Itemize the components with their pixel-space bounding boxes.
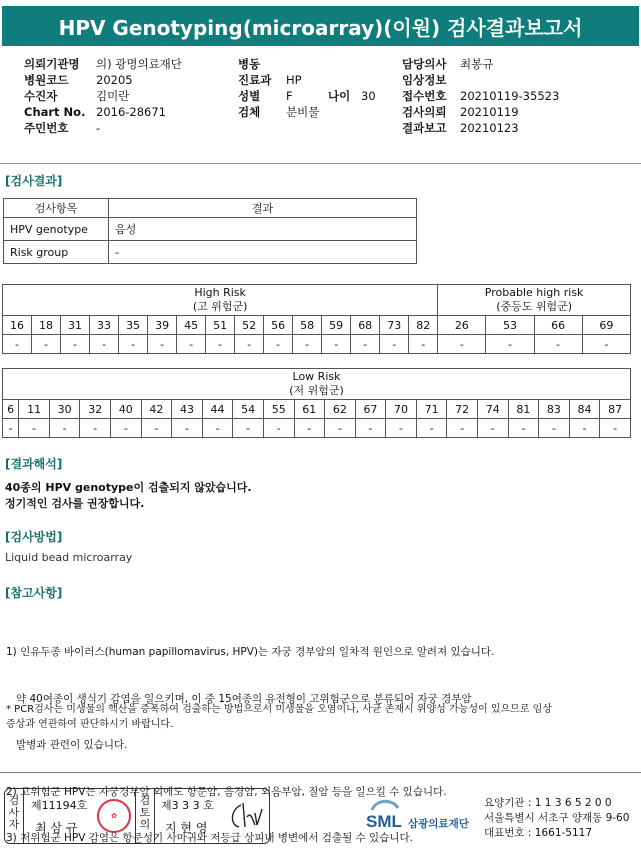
info-value: 20205 (96, 73, 133, 87)
info-row (238, 56, 376, 72)
hpv-type-cell: 55 (263, 400, 294, 419)
hpv-type-cell: 54 (233, 400, 264, 419)
hpv-value-cell: - (582, 335, 630, 354)
footer-divider (0, 772, 641, 773)
info-value: 김미란 (96, 89, 130, 103)
info-label: 주민번호 (24, 121, 69, 135)
hpv-value-cell: - (233, 419, 264, 438)
col-header: 결과 (109, 199, 417, 218)
hpv-value-cell: - (600, 419, 631, 438)
note-line: * PCR검사는 미생물의 핵산을 증폭하여 검출하는 방법으로서 미생물을 오염이나, 사균 존재시 위양성 가능성이 있으므로 임상 (6, 704, 552, 715)
info-row (402, 120, 559, 136)
reference-line: 약 40여종이 생식기 감염을 일으키며, 이 중 15여종의 유전형이 고위험군으로 분류되어 자궁 경부암 (6, 692, 472, 705)
info-value: 2016-28671 (96, 105, 166, 119)
info-label: Chart No. (24, 105, 86, 119)
hpv-value-cell: - (206, 335, 235, 354)
info-col-3 (402, 56, 559, 136)
info-col-2 (238, 56, 376, 120)
hpv-type-cell: 71 (416, 400, 447, 419)
hpv-value-cell: - (141, 419, 172, 438)
examiner-number: 제11194호 (31, 799, 88, 812)
probable-high-risk-title (438, 285, 631, 316)
hpv-type-cell: 66 (534, 316, 582, 335)
hpv-type-cell: 62 (325, 400, 356, 419)
hpv-type-cell: 43 (172, 400, 203, 419)
org-contact (484, 796, 629, 841)
hpv-type-cell: 51 (206, 316, 235, 335)
hpv-type-cell: 81 (508, 400, 539, 419)
hpv-value-cell: - (263, 419, 294, 438)
label-char: 검 (8, 794, 20, 807)
info-label: 수진자 (24, 89, 58, 103)
hpv-type-cell: 68 (351, 316, 380, 335)
hpv-type-cell: 52 (235, 316, 264, 335)
hpv-value-cell: - (90, 335, 119, 354)
info-label: 접수번호 (402, 89, 447, 103)
label-char: 사 (8, 806, 20, 819)
row-value: 음성 (109, 218, 417, 241)
hpv-value-cell: - (119, 335, 148, 354)
examiner-label-cell (5, 789, 24, 843)
hpv-value-cell: - (264, 335, 293, 354)
info-label: 병동 (238, 57, 261, 71)
hpv-value-cell: - (294, 419, 325, 438)
hpv-type-cell: 40 (111, 400, 142, 419)
info-row (402, 104, 559, 120)
info-label: 임상정보 (402, 73, 447, 87)
verifier-number: 제3 3 3 호 (161, 799, 214, 812)
signature-box (4, 788, 270, 844)
hpv-value-cell: - (386, 419, 417, 438)
info-row (402, 72, 559, 88)
hpv-value-cell: - (477, 419, 508, 438)
hpv-type-cell: 67 (355, 400, 386, 419)
info-value: 의) 광명의료재단 (96, 57, 182, 71)
info-row (238, 72, 376, 88)
hpv-type-cell: 73 (380, 316, 409, 335)
hpv-value-cell: - (19, 419, 50, 438)
info-divider (0, 163, 641, 164)
info-label: 담당의사 (402, 57, 447, 71)
info-value: F (286, 89, 293, 103)
interpretation-text (5, 480, 252, 512)
low-risk-header (3, 369, 631, 400)
hpv-value-cell: - (322, 335, 351, 354)
hpv-value-cell: - (539, 419, 570, 438)
probable-title-en: Probable high risk (484, 286, 584, 299)
institution-code: 요양기관 : 1 1 3 6 5 2 0 0 (484, 797, 612, 809)
info-label: 진료과 (238, 73, 272, 87)
probable-title-ko: (중등도 위험군) (496, 300, 573, 313)
logo-text: SML (366, 812, 402, 831)
hpv-value-cell: - (148, 335, 177, 354)
hpv-value-cell: - (202, 419, 233, 438)
report-title: HPV Genotyping(microarray)(이원) 검사결과보고서 (2, 6, 639, 46)
info-value: 20210119 (460, 105, 519, 119)
label-char: 토 (139, 806, 151, 819)
hpv-type-cell: 74 (477, 400, 508, 419)
signature-icon (227, 799, 263, 833)
info-row (24, 56, 182, 72)
info-row (402, 88, 559, 104)
info-row (24, 120, 182, 136)
info-value: 최봉규 (460, 57, 494, 71)
org-name: 삼광의료재단 (408, 818, 469, 830)
info-value: - (96, 121, 101, 135)
footer (0, 788, 641, 848)
hpv-type-cell: 32 (80, 400, 111, 419)
sml-logo (364, 798, 482, 834)
hpv-value-cell: - (508, 419, 539, 438)
high-risk-type-row (3, 316, 631, 335)
label-char: 의 (139, 818, 151, 831)
info-value: 20210119-35523 (460, 89, 560, 103)
hpv-type-cell: 59 (322, 316, 351, 335)
hpv-type-cell: 31 (61, 316, 90, 335)
row-value: - (109, 241, 417, 264)
low-risk-title (3, 369, 631, 400)
hpv-value-cell: - (177, 335, 206, 354)
table-row (4, 218, 417, 241)
seal-stamp-icon: ✿ (97, 799, 131, 833)
low-risk-value-row (3, 419, 631, 438)
hpv-value-cell: - (569, 419, 600, 438)
age-value: 30 (361, 89, 376, 103)
hpv-type-cell: 39 (148, 316, 177, 335)
interpretation-line: 40종의 HPV genotype이 검출되지 않았습니다. (5, 481, 252, 494)
hpv-value-cell: - (172, 419, 203, 438)
hpv-value-cell: - (61, 335, 90, 354)
note-line: 증상과 연관하여 판단하시기 바랍니다. (6, 719, 174, 730)
info-row (24, 104, 182, 120)
result-table (3, 198, 417, 264)
info-label: 검사의뢰 (402, 105, 447, 119)
hpv-value-cell: - (438, 335, 486, 354)
row-label: HPV genotype (4, 218, 109, 241)
hpv-value-cell: - (355, 419, 386, 438)
hpv-type-cell: 30 (49, 400, 80, 419)
info-col-1 (24, 56, 182, 136)
interpretation-line: 정기적인 검사를 권장합니다. (5, 497, 145, 510)
hpv-type-cell: 6 (3, 400, 19, 419)
hpv-type-cell: 45 (177, 316, 206, 335)
info-label: 의뢰기관명 (24, 57, 80, 71)
hpv-value-cell: - (534, 335, 582, 354)
hpv-type-cell: 26 (438, 316, 486, 335)
hpv-type-cell: 70 (386, 400, 417, 419)
hpv-type-cell: 16 (3, 316, 32, 335)
hpv-value-cell: - (351, 335, 380, 354)
hpv-value-cell: - (235, 335, 264, 354)
hpv-value-cell: - (409, 335, 438, 354)
address: 서울특별시 서초구 양재동 9-60 (484, 812, 630, 824)
section-method-title: [검사방법] (5, 530, 63, 544)
info-value: 20210123 (460, 121, 519, 135)
hpv-type-cell: 44 (202, 400, 233, 419)
info-label: 병원코드 (24, 73, 69, 87)
hpv-value-cell: - (49, 419, 80, 438)
hpv-type-cell: 83 (539, 400, 570, 419)
high-risk-header (3, 285, 631, 316)
high-risk-title-ko: (고 위험군) (192, 300, 248, 313)
section-result-title: [검사결과] (5, 174, 63, 188)
hpv-type-cell: 33 (90, 316, 119, 335)
result-header-row (4, 199, 417, 218)
hpv-type-cell: 53 (486, 316, 534, 335)
info-label: 결과보고 (402, 121, 447, 135)
low-risk-title-en: Low Risk (292, 370, 341, 383)
info-label: 검체 (238, 105, 261, 119)
hpv-type-cell: 35 (119, 316, 148, 335)
hpv-value-cell: - (447, 419, 478, 438)
age-label: 나이 (328, 89, 351, 103)
hpv-type-cell: 84 (569, 400, 600, 419)
hpv-value-cell: - (80, 419, 111, 438)
info-row (238, 104, 376, 120)
info-label: 성별 (238, 89, 261, 103)
verifier-label-cell (135, 789, 155, 843)
hpv-type-cell: 11 (19, 400, 50, 419)
low-risk-title-ko: (저 위험군) (289, 384, 344, 397)
label-char: 검 (139, 794, 151, 807)
hpv-type-cell: 56 (264, 316, 293, 335)
hpv-type-cell: 58 (293, 316, 322, 335)
hpv-value-cell: - (3, 335, 32, 354)
reference-line: 1) 인유두종 바이러스(human papillomavirus, HPV)는 자궁 경부암의 일차적 원인으로 알려져 있습니다. (6, 646, 495, 658)
table-row (4, 241, 417, 264)
hpv-value-cell: - (3, 419, 19, 438)
info-row (238, 88, 376, 104)
hpv-value-cell: - (111, 419, 142, 438)
info-value: HP (286, 73, 302, 87)
label-char: 자 (8, 818, 20, 831)
high-risk-title (3, 285, 438, 316)
pcr-note (6, 702, 636, 732)
hpv-value-cell: - (380, 335, 409, 354)
reference-line: 3) 저위험군 HPV 감염은 항문성기 사마귀와 저등급 상피내 병변에서 검출될 수 있습니다. (6, 832, 413, 844)
hpv-type-cell: 18 (32, 316, 61, 335)
hpv-type-cell: 72 (447, 400, 478, 419)
examiner-name: 최 삼 규 (35, 821, 78, 835)
section-ref-title: [참고사항] (5, 586, 63, 600)
hpv-value-cell: - (293, 335, 322, 354)
reference-line: 발병과 관련이 있습니다. (6, 739, 128, 751)
hpv-type-cell: 82 (409, 316, 438, 335)
verifier-label (138, 795, 152, 831)
examiner-label (7, 795, 21, 831)
hpv-value-cell: - (325, 419, 356, 438)
hpv-value-cell: - (416, 419, 447, 438)
high-risk-title-en: High Risk (194, 286, 246, 299)
hpv-type-cell: 61 (294, 400, 325, 419)
low-risk-table (2, 368, 631, 438)
col-header: 검사항목 (4, 199, 109, 218)
section-interpret-title: [결과해석] (5, 457, 63, 471)
verifier-name: 지 현 영 (165, 821, 208, 835)
method-text: Liquid bead microarray (5, 551, 133, 564)
info-value: 분비물 (286, 105, 320, 119)
hpv-type-cell: 87 (600, 400, 631, 419)
high-risk-table (2, 284, 631, 354)
low-risk-type-row (3, 400, 631, 419)
hpv-value-cell: - (32, 335, 61, 354)
hpv-value-cell: - (486, 335, 534, 354)
hpv-type-cell: 69 (582, 316, 630, 335)
reference-line: 2) 고위험군 HPV는 자궁경부암 외에도 항문암, 음경암, 외음부암, 질암 등을 일으킬 수 있습니다. (6, 785, 447, 798)
info-row (402, 56, 559, 72)
hpv-type-cell: 42 (141, 400, 172, 419)
info-row (24, 88, 182, 104)
row-label: Risk group (4, 241, 109, 264)
phone: 대표번호 : 1661-5117 (484, 827, 593, 839)
info-row (24, 72, 182, 88)
high-risk-value-row (3, 335, 631, 354)
